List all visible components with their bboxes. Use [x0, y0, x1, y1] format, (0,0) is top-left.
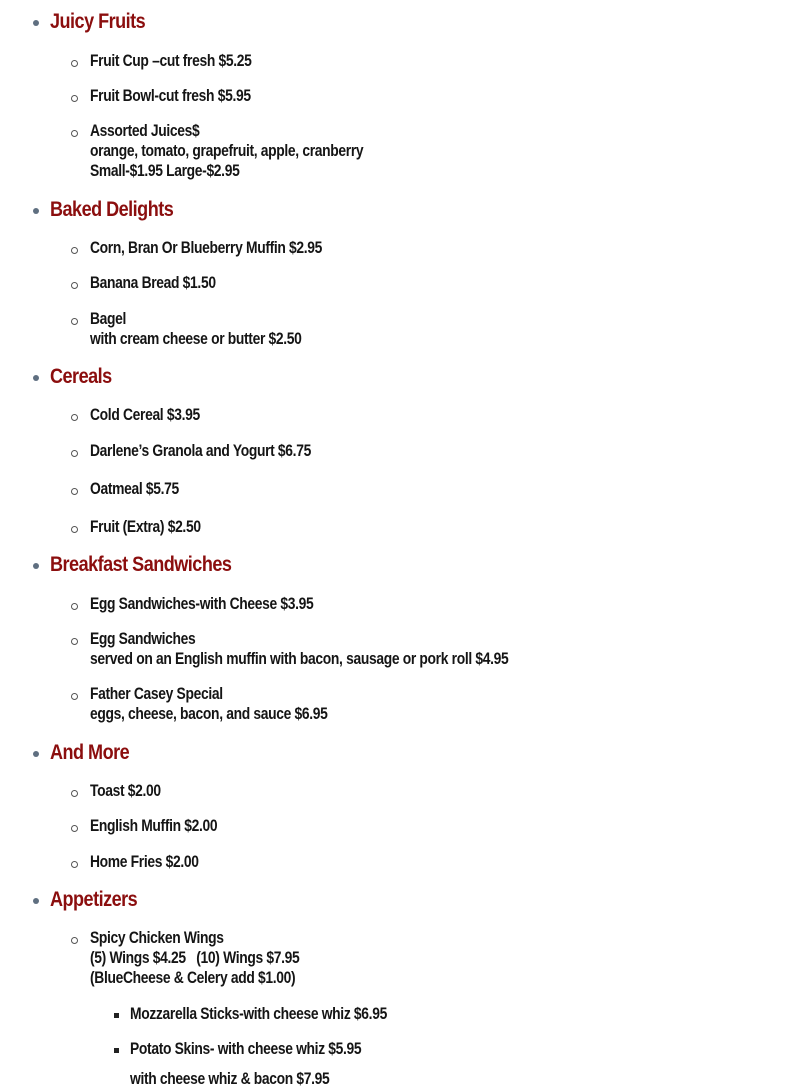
circle-bullet-icon: [71, 861, 78, 868]
square-bullet-icon: [114, 1048, 119, 1053]
section-title: Baked Delights: [50, 198, 174, 221]
circle-bullet-icon: [71, 790, 78, 797]
square-bullet-icon: [114, 1013, 119, 1018]
item-text: Small-$1.95 Large-$2.95: [90, 162, 240, 180]
item-text: Home Fries $2.00: [90, 853, 199, 871]
item-text: Cold Cereal $3.95: [90, 406, 200, 424]
section-bullet-icon: [33, 20, 39, 26]
section-bullet-icon: [33, 751, 39, 757]
circle-bullet-icon: [71, 526, 78, 533]
item-text: English Muffin $2.00: [90, 817, 218, 835]
circle-bullet-icon: [71, 488, 78, 495]
circle-bullet-icon: [71, 450, 78, 457]
item-text: served on an English muffin with bacon, sausage or pork roll $4.95: [90, 650, 509, 668]
circle-bullet-icon: [71, 603, 78, 610]
section-bullet-icon: [33, 563, 39, 569]
circle-bullet-icon: [71, 130, 78, 137]
circle-bullet-icon: [71, 693, 78, 700]
section-title: And More: [50, 741, 130, 764]
circle-bullet-icon: [71, 95, 78, 102]
item-text: Toast $2.00: [90, 782, 161, 800]
circle-bullet-icon: [71, 414, 78, 421]
circle-bullet-icon: [71, 318, 78, 325]
item-text: eggs, cheese, bacon, and sauce $6.95: [90, 705, 328, 723]
item-text: Egg Sandwiches: [90, 630, 196, 648]
circle-bullet-icon: [71, 638, 78, 645]
item-text: Spicy Chicken Wings: [90, 929, 224, 947]
item-text: Fruit Cup –cut fresh $5.25: [90, 52, 252, 70]
section-bullet-icon: [33, 898, 39, 904]
item-text: Banana Bread $1.50: [90, 274, 216, 292]
item-text: Darlene’s Granola and Yogurt $6.75: [90, 442, 311, 460]
circle-bullet-icon: [71, 60, 78, 67]
item-text: Assorted Juices$: [90, 122, 200, 140]
item-text: with cream cheese or butter $2.50: [90, 330, 302, 348]
section-title: Breakfast Sandwiches: [50, 553, 232, 576]
item-text: Potato Skins- with cheese whiz $5.95: [130, 1040, 362, 1058]
circle-bullet-icon: [71, 937, 78, 944]
item-text: with cheese whiz & bacon $7.95: [130, 1070, 330, 1088]
circle-bullet-icon: [71, 247, 78, 254]
item-text: Corn, Bran Or Blueberry Muffin $2.95: [90, 239, 323, 257]
item-text: Fruit Bowl-cut fresh $5.95: [90, 87, 251, 105]
circle-bullet-icon: [71, 825, 78, 832]
section-title: Appetizers: [50, 888, 138, 911]
item-text: Egg Sandwiches-with Cheese $3.95: [90, 595, 314, 613]
section-title: Cereals: [50, 365, 112, 388]
item-text: (BlueCheese & Celery add $1.00): [90, 969, 296, 987]
section-title: Juicy Fruits: [50, 10, 146, 33]
item-text: Oatmeal $5.75: [90, 480, 179, 498]
item-text: Fruit (Extra) $2.50: [90, 518, 201, 536]
item-text: orange, tomato, grapefruit, apple, cranberry: [90, 142, 364, 160]
circle-bullet-icon: [71, 282, 78, 289]
section-bullet-icon: [33, 208, 39, 214]
item-text: Mozzarella Sticks-with cheese whiz $6.95: [130, 1005, 387, 1023]
item-text: Father Casey Special: [90, 685, 223, 703]
section-bullet-icon: [33, 375, 39, 381]
item-text: Bagel: [90, 310, 127, 328]
item-text: (5) Wings $4.25 (10) Wings $7.95: [90, 949, 300, 967]
